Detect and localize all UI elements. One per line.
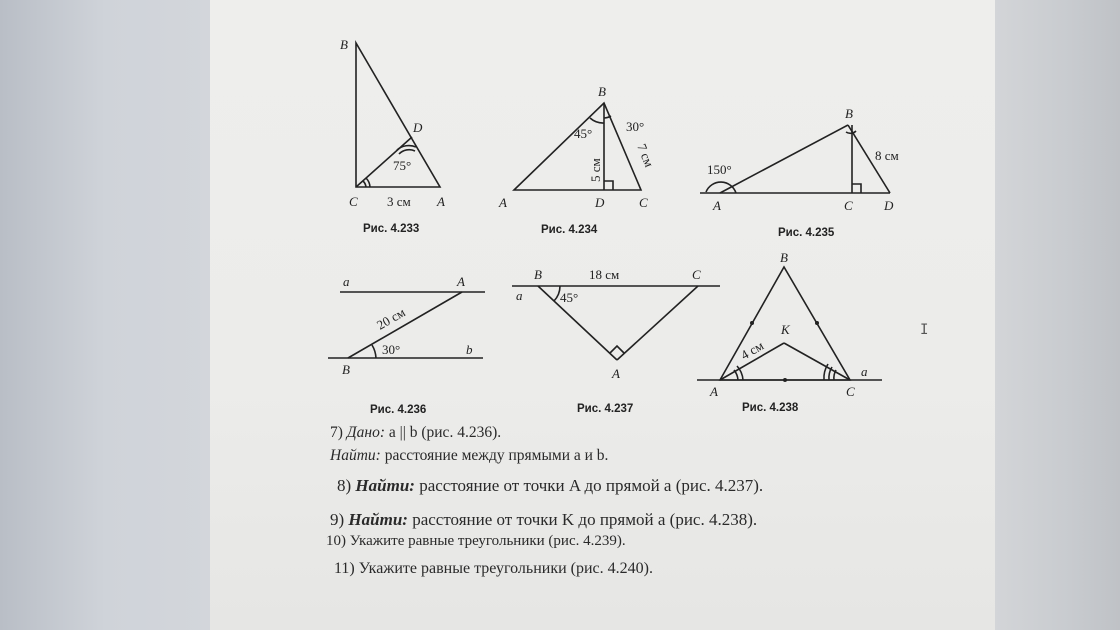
label-a-235: A	[713, 198, 721, 213]
side-7cm: 7 см	[634, 141, 658, 170]
label-b-238: B	[780, 250, 788, 265]
task-8-number: 8)	[337, 476, 352, 495]
label-b-234: B	[598, 84, 606, 99]
label-d-235: D	[884, 198, 894, 213]
task-7-given-label: Дано:	[346, 424, 386, 441]
task-11: 11) Укажите равные треугольники (рис. 4.240).	[334, 560, 653, 577]
task-8-find-label: Найти:	[355, 476, 415, 495]
label-c-238: C	[846, 384, 855, 399]
length-20cm: 20 см	[374, 304, 408, 333]
label-d-234: D	[595, 195, 605, 210]
label-line-b: b	[466, 342, 473, 357]
side-8cm: 8 см	[875, 148, 899, 163]
label-a-237: A	[612, 366, 620, 381]
label-line-a: a	[343, 274, 350, 289]
text-cursor-icon: I	[920, 322, 929, 338]
triangle-234	[514, 103, 641, 190]
figure-4-234	[514, 103, 641, 190]
task-7-number: 7)	[330, 424, 343, 441]
figure-4-237	[512, 286, 720, 360]
label-b-233: B	[340, 37, 348, 52]
label-c-237: C	[692, 267, 701, 282]
task-10: 10) Укажите равные треугольники (рис. 4.239).	[326, 533, 626, 549]
figure-4-236	[328, 292, 485, 358]
label-b-236: B	[342, 362, 350, 377]
label-a-233: A	[437, 194, 445, 209]
caption-4-234: Рис. 4.234	[541, 224, 598, 236]
task-7-given	[330, 424, 501, 442]
angle-30-234: 30°	[626, 119, 645, 134]
label-k: K	[781, 322, 790, 337]
task-7-find-label: Найти:	[330, 447, 381, 464]
side-3cm: 3 см	[387, 194, 411, 209]
angle-45-237: 45°	[560, 290, 579, 305]
caption-4-235: Рис. 4.235	[778, 227, 835, 239]
task-9	[330, 510, 757, 530]
label-c-235: C	[844, 198, 853, 213]
task-8-find-text: расстояние от точки A до прямой a (рис. 4.237).	[419, 476, 764, 495]
label-b-235: B	[845, 106, 853, 121]
label-c-234: C	[639, 195, 648, 210]
angle-75: 75°	[393, 158, 412, 173]
caption-4-236: Рис. 4.236	[370, 404, 427, 416]
angle-45-234: 45°	[574, 126, 593, 141]
angle-150: 150°	[707, 162, 732, 177]
length-4cm: 4 см	[738, 337, 767, 363]
task-7-find-text: расстояние между прямыми a и b.	[384, 447, 609, 464]
task-8	[337, 476, 763, 496]
figure-4-235	[700, 125, 890, 193]
label-b-237: B	[534, 267, 542, 282]
task-9-find-text: расстояние от точки K до прямой a (рис. 4.238).	[412, 510, 758, 529]
length-18cm: 18 см	[589, 267, 620, 282]
label-line-a-237: a	[516, 288, 523, 303]
height-5cm: 5 см	[588, 158, 603, 182]
caption-4-237: Рис. 4.237	[577, 403, 634, 415]
label-line-a-238: a	[861, 364, 868, 379]
task-7-given-text: a || b (рис. 4.236).	[388, 424, 502, 441]
label-a-236: A	[457, 274, 465, 289]
caption-4-238: Рис. 4.238	[742, 402, 799, 414]
task-9-number: 9)	[330, 510, 345, 529]
label-a-238: A	[710, 384, 718, 399]
task-7-find	[330, 447, 608, 465]
label-d-233: D	[413, 120, 423, 135]
label-a-234: A	[499, 195, 507, 210]
task-9-find-label: Найти:	[348, 510, 408, 529]
caption-4-233: Рис. 4.233	[363, 223, 420, 235]
angle-30-236: 30°	[382, 342, 401, 357]
label-c-233: C	[349, 194, 358, 209]
